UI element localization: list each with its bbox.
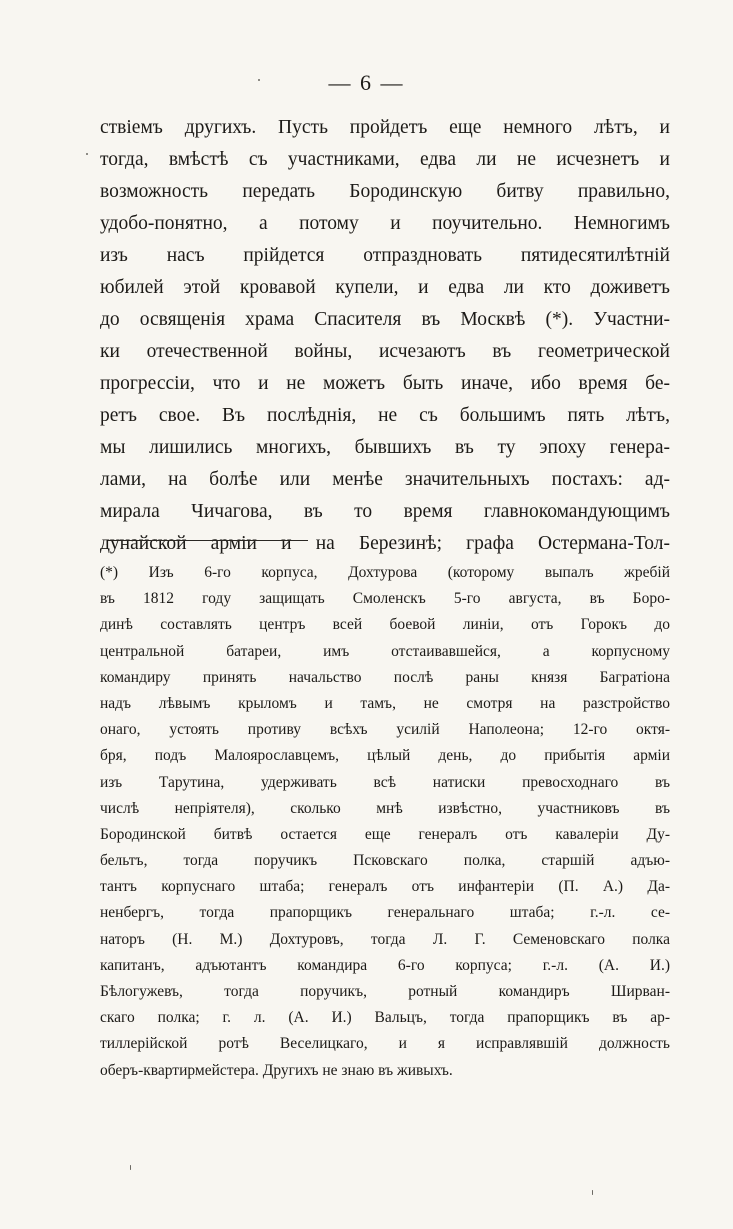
footnote-line: (*) Изъ 6-го корпуса, Дохтурова (которому выпалъ жребій: [100, 564, 670, 581]
footnote-line: тантъ корпуснаго штаба; генералъ отъ инфантеріи (П. А.) Да-: [100, 878, 670, 896]
text-line: мы лишились многихъ, бывшихъ въ ту эпоху генера-: [100, 437, 670, 458]
footnote-line: изъ Тарутина, удерживать всѣ натиски превосходнаго въ: [100, 773, 670, 791]
page-number: — 6 —: [328, 70, 405, 95]
footnote-line: числѣ непріятеля), сколько мнѣ извѣстно, участниковъ въ: [100, 799, 670, 817]
paper-speck: [86, 153, 88, 155]
paper-speck: [130, 1165, 131, 1170]
footnote-line: бря, подъ Малоярославцемъ, цѣлый день, до прибытія арміи: [100, 747, 670, 765]
text-line: ствіемъ другихъ. Пусть пройдетъ еще немного лѣтъ, и: [100, 117, 670, 138]
footnote-line: въ 1812 году защищать Смоленскъ 5-го августа, въ Боро-: [100, 590, 670, 608]
paper-speck: [592, 1190, 593, 1195]
footnote-line: Бородинской битвѣ остается еще генералъ отъ кавалеріи Ду-: [100, 825, 670, 843]
text-line: тогда, вмѣстѣ съ участниками, едва ли не исчезнетъ и: [100, 149, 670, 170]
text-line: возможность передать Бородинскую битву правильно,: [100, 181, 670, 202]
footnote-block: [100, 560, 670, 1084]
paper-speck: [258, 79, 260, 81]
footnote-divider: [108, 540, 308, 541]
footnote-line: капитанъ, адъютантъ командира 6-го корпуса; г.-л. (А. И.): [100, 956, 670, 974]
footnote-line: наторъ (Н. М.) Дохтуровъ, тогда Л. Г. Семеновскаго полка: [100, 930, 670, 948]
footnote-line: бельтъ, тогда поручикъ Псковскаго полка, старшій адъю-: [100, 852, 670, 870]
footnote-line: центральной батареи, имъ отстаивавшейся, а корпусному: [100, 642, 670, 660]
footnote-line: онаго, устоять противу всѣхъ усилій Наполеона; 12-го октя-: [100, 721, 670, 739]
footnote-line: Бѣлогужевъ, тогда поручикъ, ротный командиръ Ширван-: [100, 983, 670, 1000]
footnote-line: командиру принять начальство послѣ раны князя Багратіона: [100, 668, 670, 686]
text-line: дунайской арміи и на Березинѣ; графа Остермана-Тол-: [100, 533, 670, 554]
footnote-line: динѣ составлять центръ всей боевой линіи, отъ Горокъ до: [100, 616, 670, 634]
footnote-line: скаго полка; г. л. (А. И.) Вальцъ, тогда прапорщикъ въ ар-: [100, 1009, 670, 1027]
footnote-line: ненбергъ, тогда прапорщикъ генеральнаго штаба; г.-л. се-: [100, 904, 670, 922]
text-line: прогрессіи, что и не можетъ быть иначе, ибо время бе-: [100, 373, 670, 394]
text-line: ретъ свое. Въ послѣднія, не съ большимъ пять лѣтъ,: [100, 405, 670, 426]
text-line: удобо-понятно, а потому и поучительно. Немногимъ: [100, 213, 670, 234]
footnote-line: тиллерійской ротѣ Веселицкаго, и я исправлявшій должность: [100, 1035, 670, 1053]
main-text-block: [100, 112, 670, 560]
text-line: изъ насъ прійдется отпраздновать пятидесятилѣтній: [100, 245, 670, 266]
footnote-line: надъ лѣвымъ крыломъ и тамъ, не смотря на разстройство: [100, 694, 670, 712]
text-line: ки отечественной войны, исчезаютъ въ геометрической: [100, 341, 670, 362]
text-line: лами, на болѣе или менѣе значительныхъ постахъ: ад-: [100, 469, 670, 490]
text-line: мирала Чичагова, въ то время главнокомандующимъ: [100, 501, 670, 522]
footnote-line: оберъ-квартирмейстера. Другихъ не знаю въ живыхъ.: [100, 1061, 453, 1079]
text-line: до освященія храма Спасителя въ Москвѣ (*). Участни-: [100, 309, 670, 330]
text-line: юбилей этой кровавой купели, и едва ли кто доживетъ: [100, 277, 670, 298]
